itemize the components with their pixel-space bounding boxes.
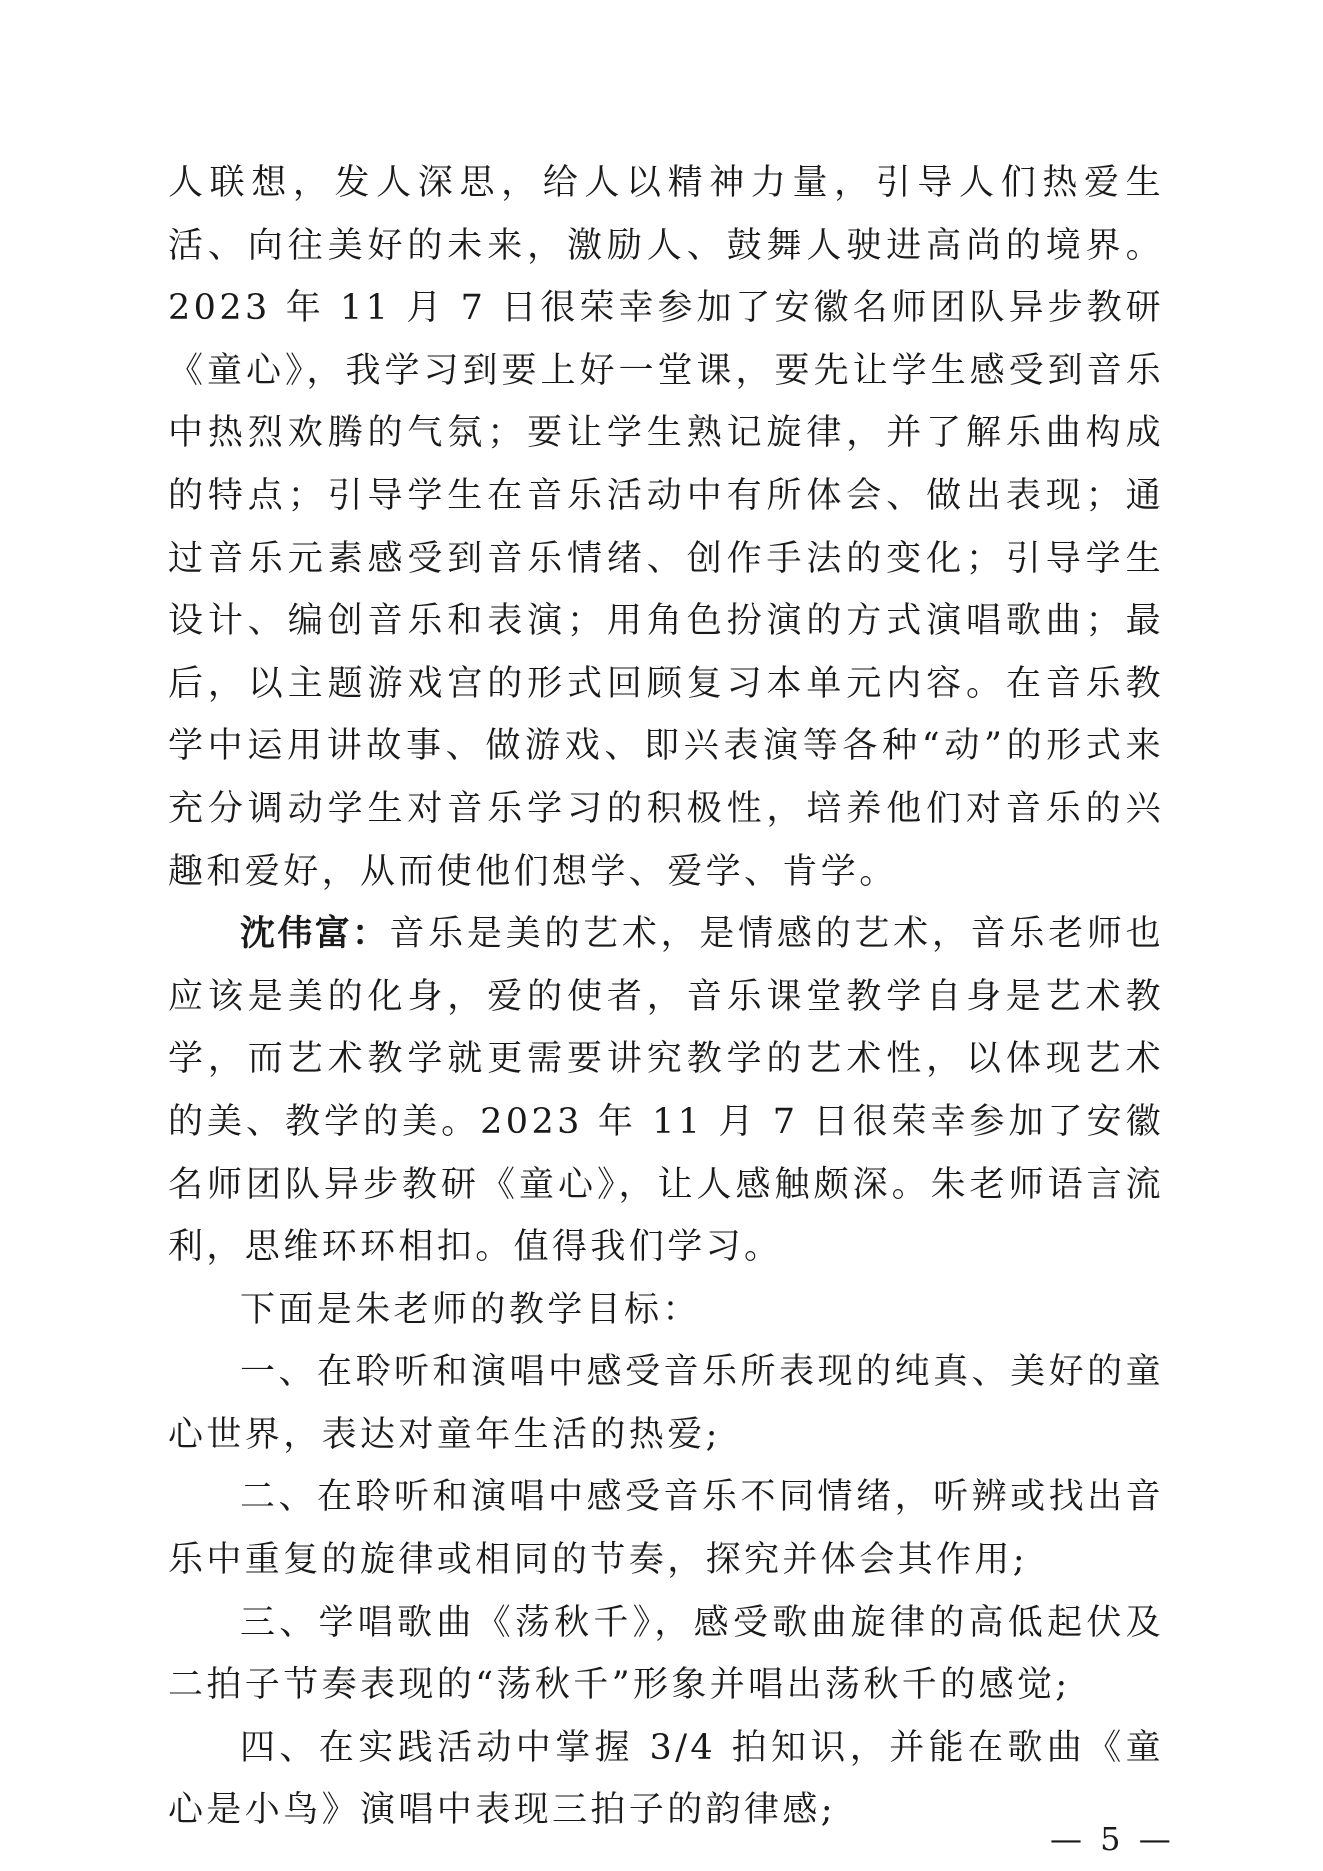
body-text <box>168 152 1164 1842</box>
goal-item-2: 二、在聆听和演唱中感受音乐不同情绪，听辨或找出音乐中重复的旋律或相同的节奏，探究并体会其作用; <box>168 1477 1164 1581</box>
goal-item-3: 三、学唱歌曲《荡秋千》，感受歌曲旋律的高低起伏及二拍子节奏表现的“荡秋千”形象并唱出荡秋千的感觉; <box>168 1602 1164 1706</box>
page-number: — 5 — <box>1050 1820 1175 1858</box>
paragraph-shen-weifu <box>168 903 1164 1279</box>
paragraph-shen-weifu-text: 音乐是美的艺术，是情感的艺术，音乐老师也应该是美的化身，爱的使者，音乐课堂教学自身是艺术教学，而艺术教学就更需要讲究教学的艺术性，以体现艺术的美、教学的美。2023 年 11 月 7 日很荣幸参加了安徽名师团队异步教研《童心》，让人感触颇深。朱老师语言流利，思维环环相扣。值得我们学习。 <box>168 914 1164 1268</box>
paragraph-continuation: 人联想，发人深思，给人以精神力量，引导人们热爱生活、向往美好的未来，激励人、鼓舞人驶进高尚的境界。2023 年 11 月 7 日很荣幸参加了安徽名师团队异步教研《童心》，我学习到要上好一堂课，要先让学生感受到音乐中热烈欢腾的气氛；要让学生熟记旋律，并了解乐曲构成的特点；引导学生在音乐活动中有所体会、做出表现；通过音乐元素感受到音乐情绪、创作手法的变化；引导学生设计、编创音乐和表演；用角色扮演的方式演唱歌曲；最后，以主题游戏宫的形式回顾复习本单元内容。在音乐教学中运用讲故事、做游戏、即兴表演等各种“动”的形式来充分调动学生对音乐学习的积极性，培养他们对音乐的兴趣和爱好，从而使他们想学、爱学、肯学。 <box>168 163 1164 892</box>
goal-item-1: 一、在聆听和演唱中感受音乐所表现的纯真、美好的童心世界，表达对童年生活的热爱; <box>168 1352 1164 1455</box>
speaker-name: 沈伟富： <box>240 914 390 955</box>
goal-item-4: 四、在实践活动中掌握 3/4 拍知识，并能在歌曲《童心是小鸟》演唱中表现三拍子的韵律感; <box>168 1727 1164 1831</box>
paragraph-goals-intro: 下面是朱老师的教学目标： <box>240 1289 701 1330</box>
